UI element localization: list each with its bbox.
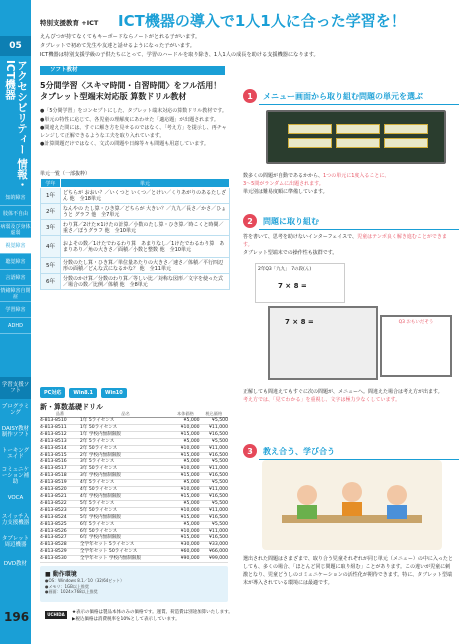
step-title: メニュー画面から取り組む問題の単元を選ぶ	[263, 91, 423, 101]
sku-cell: 4-813-8525	[40, 521, 80, 528]
units-row	[41, 258, 230, 274]
tax-price-cell: ¥99,000	[200, 556, 228, 563]
product-name-cell: 2年 学校内無制限版	[80, 452, 171, 459]
price-row	[40, 459, 228, 466]
product-name-cell: 4年 学校内無制限版	[80, 493, 171, 500]
grade-cell: 1年	[41, 188, 61, 204]
tax-price-cell: ¥11,000	[200, 507, 228, 514]
product-name-cell: 4年 50ライセンス	[80, 487, 171, 494]
feature-bullets	[40, 108, 230, 150]
sidebar-item[interactable]: 視覚障害	[0, 238, 31, 254]
unit-cell: わり算／2けた×1けたの計算／小数のたし算・ひき算／時こくと時間／重さ／ぼうグラフ 他 全10単元	[61, 220, 230, 236]
tax-price-cell: ¥11,000	[200, 528, 228, 535]
step-1-text	[243, 172, 453, 196]
sidebar-item[interactable]: ADHD	[0, 318, 31, 334]
step-2-header	[243, 214, 319, 228]
requirements-box	[40, 566, 228, 602]
product-name-cell: 6年 5ライセンス	[80, 521, 171, 528]
requirement: ●OS：Windows 8.1／10（32/64ビット）	[45, 578, 125, 583]
price-row	[40, 507, 228, 514]
tax-price-cell: ¥16,500	[200, 431, 228, 438]
unit-cell: 分数のかけ算／分数のわり算／等しい比／対称な図形／文字を使った式／場合の数／比例／体積 他 全8単元	[61, 274, 230, 290]
bullet: ●単元の特性に応じて、各児童の理解度にあわせた「適応題」が出題されます。	[40, 116, 219, 123]
product-name-cell: 4年 5ライセンス	[80, 480, 171, 487]
tax-price-cell: ¥66,000	[200, 549, 228, 556]
sidebar-item[interactable]: 学習障害	[0, 302, 31, 318]
text: 単元別は難易度順に準備しています。	[243, 189, 328, 195]
requirement: ●画面：1024×768以上推奨	[45, 589, 98, 594]
menu-tile	[384, 138, 428, 148]
sidebar-item2[interactable]: トーキングエイド	[1, 448, 30, 460]
price-row	[40, 535, 228, 542]
tax-price-cell: ¥16,500	[200, 452, 228, 459]
units-row	[41, 188, 230, 204]
sku-cell: 4-813-8511	[40, 424, 80, 431]
price-row	[40, 480, 228, 487]
base-price-cell: ¥5,000	[171, 500, 199, 507]
sidebar-item2[interactable]: コミュニケーション補助	[1, 467, 30, 485]
tablet-screenshot	[268, 306, 378, 380]
tax-price-cell: ¥11,000	[200, 424, 228, 431]
menu-tile	[384, 124, 428, 134]
correction-text	[243, 388, 453, 404]
highlight-text: 考え方では、「見てわかる」を重視し、文字は極力少なくしています。	[243, 397, 401, 403]
sku-cell: 4-813-8528	[40, 542, 80, 549]
classroom-illustration	[262, 460, 442, 550]
base-price-cell: ¥10,000	[171, 424, 199, 431]
unit-cell: およその数／1けたでわるわり算 あまりなし／1けたでわるわり算 あまりあり／角の大きさ／面積／小数と整数 他 全10単元	[61, 236, 230, 258]
bullet: ●間違えた問には、すぐに解き方を見せるのではなく、「考え方」を提示し、再チャレンジして正解できるような工夫を取り入れています。	[40, 125, 227, 139]
product-name-cell: 5年 5ライセンス	[80, 500, 171, 507]
question-screenshot	[255, 263, 345, 303]
text: 数多くの問題が自動であるかから、	[243, 173, 324, 179]
product-name-cell: 2年 50ライセンス	[80, 445, 171, 452]
sidebar-item2[interactable]: プログラミング	[1, 404, 30, 416]
sku-cell: 4-813-8515	[40, 452, 80, 459]
price-row	[40, 473, 228, 480]
sku-cell: 4-813-8510	[40, 418, 80, 425]
base-price-cell: ¥60,000	[171, 549, 199, 556]
tax-price-cell: ¥5,500	[200, 521, 228, 528]
units-row	[41, 220, 230, 236]
product-name-cell: 2年 5ライセンス	[80, 438, 171, 445]
base-price-cell: ¥5,000	[171, 418, 199, 425]
units-row	[41, 236, 230, 258]
product-title-line: 5分間学習〈スキマ時間・自習時間〉をフル活用！	[40, 81, 222, 90]
sidebar-item[interactable]: 病弱及び身体虚弱	[0, 222, 31, 238]
product-name-cell: 6年 学校内無制限版	[80, 535, 171, 542]
step-title: 問題に取り組む	[263, 216, 319, 226]
tax-price-cell: ¥5,500	[200, 459, 228, 466]
units-row	[41, 204, 230, 220]
base-price-cell: ¥10,000	[171, 487, 199, 494]
price-row	[40, 521, 228, 528]
sku-cell: 4-813-8517	[40, 466, 80, 473]
os-badges	[40, 387, 127, 398]
base-price-cell: ¥15,000	[171, 452, 199, 459]
text: 正解しても間違えてもすぐに次の問題が、メニューへ。間違えた場合は考え方が出ます。	[243, 389, 443, 395]
base-price-cell: ¥5,000	[171, 438, 199, 445]
price-row	[40, 500, 228, 507]
base-price-cell: ¥90,000	[171, 556, 199, 563]
grade-cell: 2年	[41, 204, 61, 220]
divider	[259, 229, 459, 230]
product-name-cell: 1年 学校内無制限版	[80, 431, 171, 438]
footnotes	[72, 609, 233, 623]
sku-cell: 4-813-8527	[40, 535, 80, 542]
menu-screenshot	[266, 110, 446, 164]
sidebar-item2[interactable]: スイッチ入力支援機器	[1, 514, 30, 526]
page-number: 196	[4, 610, 30, 624]
highlight-text: 3〜5問がランダムに出題されます。	[243, 181, 324, 187]
base-price-cell: ¥10,000	[171, 507, 199, 514]
sidebar-item2[interactable]: 学習支援ソフト	[0, 377, 31, 399]
requirements-title: ■ 動作環境	[45, 571, 77, 578]
price-header: 税込価格	[200, 411, 228, 418]
price-row	[40, 466, 228, 473]
units-table	[40, 178, 230, 290]
question-formula: 7 × 8 =	[278, 282, 307, 290]
unit-cell: 分数のたし算・ひき算／単位量あたりの大きさ／速さ／体積／平行四辺形の面積／どんな式になるかな？ 他 全11単元	[61, 258, 230, 274]
grade-cell: 3年	[41, 220, 61, 236]
product-name-cell: 1年 50ライセンス	[80, 424, 171, 431]
highlight-text: 児童はテンポ良く解き進むことができます。	[243, 234, 447, 248]
units-caption: 単元一覧（一部抜粋）	[40, 171, 91, 177]
price-row	[40, 542, 228, 549]
sku-cell: 4-813-8516	[40, 459, 80, 466]
price-row	[40, 487, 228, 494]
product-name-cell: 全学年セット 学校内無制限版	[80, 556, 171, 563]
intro-line: ICT機器は特別支援学級の子供たちにとって、学習のハードルを取り除き、1人1人の成長を助ける支援機器になります。	[40, 52, 319, 58]
grade-cell: 6年	[41, 274, 61, 290]
sidebar-nav	[0, 190, 31, 334]
step-2-text	[243, 233, 453, 257]
price-row	[40, 452, 228, 459]
sku-cell: 4-813-8529	[40, 549, 80, 556]
step-3-text: 選出された問題はさまざまで、取り合う児童それぞれが同じ単元（メニュー）の中に入ったとしても、多くの場合、「ほとんど同じ問題に取り組む」ことがあります。この違いが児童に刺激となり、児童どうしのコミュニケーションの活性化が期待できます。特に、タブレット型端末が導入されている環境には最適です。	[243, 556, 453, 586]
grade-cell: 5年	[41, 258, 61, 274]
text: 答を書いて、思考を助けないインターフェイスで、	[243, 234, 358, 240]
section-bar: ソフト教材	[40, 66, 225, 75]
unit-cell: どちらが おおい？／いくつと いくつ／とけい／くりあがりのあるたしざん 他 全18単元	[61, 188, 230, 204]
step-3-header	[243, 444, 335, 458]
tax-price-cell: ¥16,500	[200, 493, 228, 500]
sku-cell: 4-813-8518	[40, 473, 80, 480]
price-row	[40, 514, 228, 521]
units-header: 学年	[41, 179, 61, 188]
tax-price-cell: ¥33,000	[200, 542, 228, 549]
price-row	[40, 549, 228, 556]
classroom-illustration-svg	[262, 460, 442, 550]
product-name-cell: 1年 5ライセンス	[80, 418, 171, 425]
footnote: ▶税込価格は消費税率を10%として表示しています。	[72, 617, 180, 622]
tax-price-cell: ¥5,500	[200, 480, 228, 487]
units-header: 単元	[61, 179, 230, 188]
sku-cell: 4-813-8521	[40, 493, 80, 500]
base-price-cell: ¥5,000	[171, 521, 199, 528]
product-name-cell: 5年 学校内無制限版	[80, 514, 171, 521]
sidebar-item2[interactable]: DVD教材	[3, 561, 28, 567]
page-title: ICT機器の導入で1人1人に合った学習を！	[118, 12, 406, 30]
sidebar-item2[interactable]: タブレット周辺機器	[1, 536, 30, 548]
menu-tile	[336, 138, 380, 148]
price-row	[40, 418, 228, 425]
menu-tile	[336, 124, 380, 134]
header-tag: 特別支援教育 +ICT	[40, 19, 99, 27]
sku-cell: 4-813-8523	[40, 507, 80, 514]
intro-line: タブレットで初めて先生や友達と話せるようになった子がいます。	[40, 43, 195, 49]
menu-tile	[288, 124, 332, 134]
tax-price-cell: ¥5,500	[200, 500, 228, 507]
step-number: 1	[243, 89, 257, 103]
sidebar-item[interactable]: 情緒障害自閉症	[0, 286, 31, 302]
chapter-title: アクセシビリティー 情報・ICT機器	[4, 60, 28, 190]
question-label: 2年Q3「九九」 7の段(ん)	[258, 267, 312, 272]
base-price-cell: ¥10,000	[171, 466, 199, 473]
sidebar-item2[interactable]: VOCA	[7, 495, 24, 501]
text: タブレット型端末での操作性も抜群です。	[243, 250, 338, 256]
product-name-cell: 3年 50ライセンス	[80, 466, 171, 473]
os-badge: Win8.1	[69, 388, 97, 398]
product-title-line: タブレット型端末対応版 算数ドリル教材	[40, 92, 187, 101]
step-number: 2	[243, 214, 257, 228]
base-price-cell: ¥5,000	[171, 459, 199, 466]
os-badge: Win10	[101, 388, 127, 398]
tablet-formula: 7 × 8 =	[285, 318, 314, 326]
hint-label: Q3 おもいだそう	[398, 320, 434, 325]
sku-cell: 4-813-8526	[40, 528, 80, 535]
base-price-cell: ¥15,000	[171, 514, 199, 521]
os-badge: PC対応	[40, 387, 65, 398]
price-header: 品名	[80, 411, 171, 418]
sku-cell: 4-813-8520	[40, 487, 80, 494]
base-price-cell: ¥10,000	[171, 445, 199, 452]
sidebar-item[interactable]: 聴覚障害	[0, 254, 31, 270]
product-name-cell: 3年 5ライセンス	[80, 459, 171, 466]
price-row	[40, 445, 228, 452]
base-price-cell: ¥15,000	[171, 473, 199, 480]
price-table	[40, 411, 228, 563]
product-name-cell: 全学年セット 5ライセンス	[80, 542, 171, 549]
requirement: ●メモリ：1GB以上推奨	[45, 583, 89, 589]
sku-cell: 4-813-8522	[40, 500, 80, 507]
grade-cell: 4年	[41, 236, 61, 258]
tax-price-cell: ¥11,000	[200, 466, 228, 473]
sku-cell: 4-813-8514	[40, 445, 80, 452]
chapter-number: 05	[0, 36, 31, 56]
sidebar-item[interactable]: 肢体不自由	[0, 206, 31, 222]
sidebar-item[interactable]: 知的障害	[0, 190, 31, 206]
tax-price-cell: ¥16,500	[200, 473, 228, 480]
price-row	[40, 528, 228, 535]
base-price-cell: ¥15,000	[171, 493, 199, 500]
tax-price-cell: ¥11,000	[200, 445, 228, 452]
bullet: ●「5分間学習」をコンセプトにした、タブレット端末対応の算数ドリル教材です。	[40, 108, 227, 114]
intro-line: えんぴつが持てなくてもキーボードならノートがとれる子がいます。	[40, 34, 201, 40]
unit-cell: なんやの たし算・ひき算／どちらが 大きい？／九九／長さ／かさ／ひょうと グラフ 他 全7単元	[61, 204, 230, 220]
price-section-title: 新・算数基礎ドリル	[40, 403, 103, 411]
sku-cell: 4-813-8513	[40, 438, 80, 445]
base-price-cell: ¥15,000	[171, 431, 199, 438]
hint-screenshot	[380, 315, 452, 377]
price-row	[40, 438, 228, 445]
tax-price-cell: ¥11,000	[200, 487, 228, 494]
product-name-cell: 全学年セット 50ライセンス	[80, 549, 171, 556]
sku-cell: 4-813-8512	[40, 431, 80, 438]
price-row	[40, 493, 228, 500]
base-price-cell: ¥15,000	[171, 535, 199, 542]
step-title: 教え合う、学び合う	[263, 446, 335, 456]
product-name-cell: 6年 50ライセンス	[80, 528, 171, 535]
sidebar-item2[interactable]: DAISY教材制作ソフト	[1, 426, 30, 438]
tax-price-cell: ¥16,500	[200, 535, 228, 542]
bullet: ●計算問題だけではなく、文式の問題や日線等々も問題も用意しています。	[40, 141, 209, 147]
price-header: 本体価格	[171, 411, 199, 418]
price-row	[40, 424, 228, 431]
tax-price-cell: ¥5,500	[200, 418, 228, 425]
units-row	[41, 274, 230, 290]
highlight-text: 1つの単元に1度入ることに、	[323, 173, 390, 179]
base-price-cell: ¥10,000	[171, 528, 199, 535]
footnote: ★表示の価格は製品本体のみの価格です。運賃、荷造費は別途加算いたします。	[72, 610, 233, 615]
intro-text	[40, 33, 460, 60]
base-price-cell: ¥5,000	[171, 480, 199, 487]
step-1-header	[243, 89, 423, 103]
step-number: 3	[243, 444, 257, 458]
product-name-cell: 3年 学校内無制限版	[80, 473, 171, 480]
price-row	[40, 431, 228, 438]
divider	[259, 104, 459, 105]
base-price-cell: ¥30,000	[171, 542, 199, 549]
menu-tile	[288, 138, 332, 148]
tax-price-cell: ¥16,500	[200, 514, 228, 521]
sku-cell: 4-813-8524	[40, 514, 80, 521]
sidebar-item[interactable]: 言語障害	[0, 270, 31, 286]
sidebar-nav-secondary	[0, 377, 31, 575]
sku-cell: 4-813-8519	[40, 480, 80, 487]
price-header: 品番	[40, 411, 80, 418]
brand-logo: UCHIDA	[45, 611, 67, 619]
product-title	[40, 80, 235, 102]
price-row	[40, 556, 228, 563]
sku-cell: 4-813-8530	[40, 556, 80, 563]
product-name-cell: 5年 50ライセンス	[80, 507, 171, 514]
tax-price-cell: ¥5,500	[200, 438, 228, 445]
